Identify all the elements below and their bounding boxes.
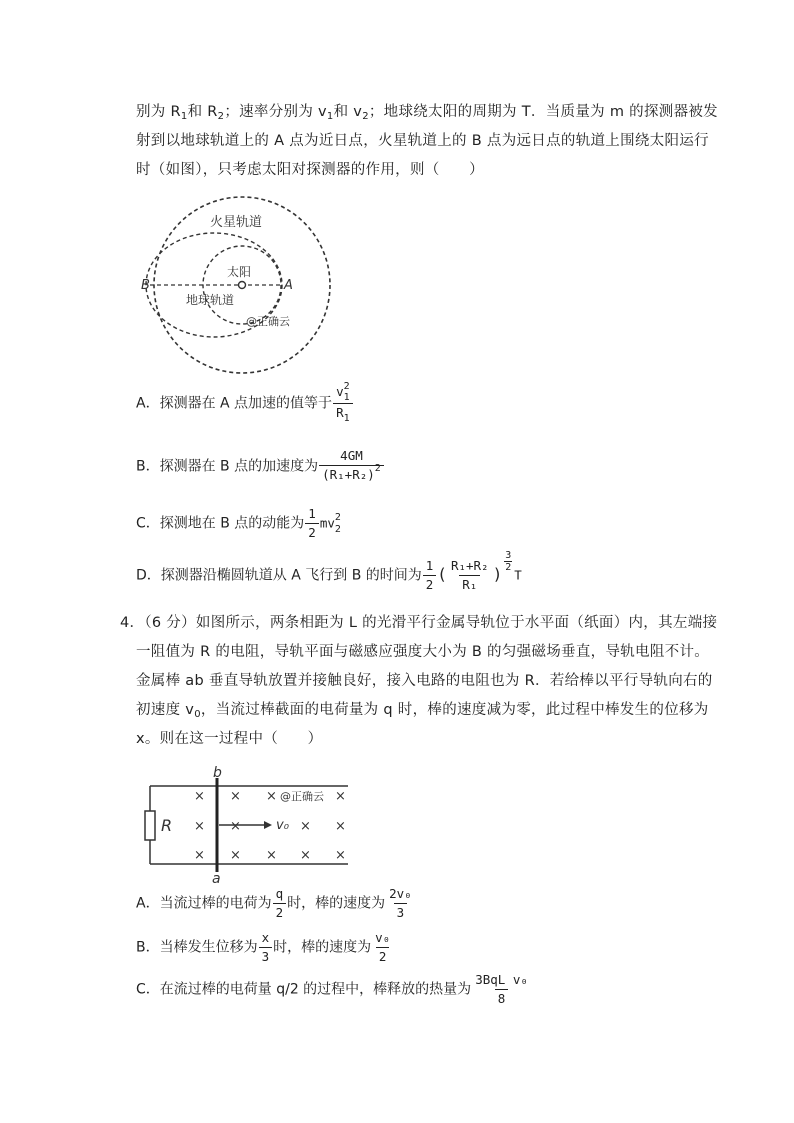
subscript: 2	[362, 111, 369, 122]
frac-den: 2	[305, 523, 319, 541]
cross-mark: ×	[300, 819, 311, 834]
frac-num: 1	[308, 506, 316, 521]
q3-intro-line-2: 射到以地球轨道上的 A 点为近日点，火星轨道上的 B 点为远日点的轨道上围绕太阳运行	[136, 133, 709, 149]
cross-mark: ×	[266, 789, 277, 804]
q3-text: 和 v	[333, 104, 363, 120]
option-text: D．探测器沿椭圆轨道从 A 飞行到 B 的时间为	[136, 567, 422, 584]
point-a-label: A	[284, 278, 293, 293]
q4-option-a	[136, 886, 416, 921]
subscript: 0	[194, 709, 201, 720]
fraction	[333, 381, 353, 424]
fraction	[372, 930, 393, 965]
orbit-diagram	[138, 196, 342, 374]
option-text: 时，棒的速度为	[273, 939, 372, 956]
q3-text: 别为 R	[136, 104, 181, 120]
option-text: C．在流过棒的电荷量 q/2 的过程中，棒释放的热量为	[136, 981, 472, 998]
frac-den: (R₁+R₂)	[322, 467, 375, 482]
velocity-arrowhead	[264, 821, 272, 829]
rail-circuit-diagram	[140, 764, 355, 884]
frac-den: 8	[495, 989, 509, 1007]
cross-mark: ×	[335, 789, 346, 804]
q4-line-1: 4．（6 分）如图所示，两条相距为 L 的光滑平行金属导轨位于水平面（纸面）内，其左端接	[120, 615, 718, 631]
frac-num: 1	[425, 558, 434, 573]
paren: (	[437, 564, 447, 584]
option-text: C．探测地在 B 点的动能为	[136, 515, 305, 532]
cross-mark: ×	[230, 789, 241, 804]
fraction	[319, 448, 384, 485]
q3-intro	[136, 98, 718, 185]
expr: T	[514, 567, 522, 583]
q3-option-c	[136, 506, 341, 541]
cross-mark: ×	[335, 848, 346, 863]
resistor-label: R	[161, 816, 173, 835]
superscript: 2	[343, 381, 350, 392]
exponent-fraction	[504, 550, 512, 573]
cross-mark: ×	[194, 848, 205, 863]
frac-den: 2	[505, 562, 512, 573]
q3-option-d	[136, 550, 522, 593]
q4-line-4	[120, 696, 709, 725]
label-b: b	[213, 765, 222, 781]
frac-num: 2v₀	[389, 886, 412, 901]
frac-den: 2	[376, 947, 390, 965]
option-text: B．探测器在 B 点的加速度为	[136, 458, 319, 475]
velocity-label: v₀	[276, 818, 289, 833]
cross-mark: ×	[194, 789, 205, 804]
q3-text: ；速率分别为 v	[224, 104, 327, 120]
mars-orbit-label: 火星轨道	[210, 215, 263, 230]
cross-mark: ×	[194, 819, 205, 834]
fraction	[305, 506, 319, 541]
q3-text: 和 R	[187, 104, 218, 120]
option-text: 时，棒的速度为	[287, 895, 386, 912]
sun-label: 太阳	[227, 265, 252, 279]
option-text: B．当棒发生位移为	[136, 939, 258, 956]
frac-num: v	[336, 384, 344, 399]
subscript: 1	[343, 392, 350, 403]
paren: )	[492, 564, 503, 584]
frac-den: 3	[259, 947, 273, 965]
fraction	[448, 558, 492, 593]
fraction	[386, 886, 415, 921]
q4-line-3: 金属棒 ab 垂直导轨放置并接触良好，接入电路的电阻也为 R．若给棒以平行导轨向右的	[136, 673, 713, 689]
q4-option-b	[136, 930, 394, 965]
watermark: @正确云	[280, 790, 324, 803]
q3-text: ；地球绕太阳的周期为 T．当质量为 m 的探测器被发	[368, 104, 718, 120]
subscript: 2	[217, 111, 225, 122]
frac-den: 2	[273, 903, 287, 921]
q3-option-a	[136, 381, 354, 424]
frac-num: 3	[505, 550, 512, 561]
label-a: a	[212, 871, 221, 884]
q3-intro-line-3: 时（如图），只考虑太阳对探测器的作用，则（ ）	[136, 162, 484, 178]
q3-intro-line-1	[136, 98, 718, 127]
superscript: 2	[334, 511, 341, 523]
frac-den: R₁	[459, 575, 480, 593]
q4-option-c	[136, 972, 532, 1007]
watermark: @正确云	[246, 315, 290, 328]
fraction	[472, 972, 531, 1007]
cross-mark: ×	[230, 819, 241, 834]
q4-stem	[120, 609, 718, 754]
subscript: 1	[180, 111, 188, 122]
frac-den: 3	[394, 903, 408, 921]
option-text: A．当流过棒的电荷为	[136, 895, 272, 912]
q4-text: ，当流过棒截面的电荷量为 q 时，棒的速度减为零，此过程中棒发生的位移为	[200, 702, 709, 718]
fraction	[259, 930, 273, 965]
resistor	[145, 811, 155, 840]
cross-mark: ×	[335, 819, 346, 834]
subscript: 1	[326, 111, 334, 122]
subscript: 2	[334, 523, 341, 535]
earth-orbit-label: 地球轨道	[186, 293, 235, 307]
frac-num: q	[275, 886, 284, 901]
cross-mark: ×	[230, 848, 241, 863]
q4-line-2: 一阻值为 R 的电阻，导轨平面与磁感应强度大小为 B 的匀强磁场垂直，导轨电阻不计。	[136, 644, 710, 660]
frac-num: v₀	[375, 930, 391, 945]
q4-text: 初速度 v	[136, 702, 195, 718]
fraction	[423, 558, 437, 593]
cross-mark: ×	[300, 848, 311, 863]
expr: mv	[319, 515, 335, 531]
frac-num: x	[261, 930, 270, 945]
q4-line-5: x。则在这一过程中（ ）	[136, 731, 323, 747]
point-b-label: B	[141, 278, 150, 293]
option-text: A．探测器在 A 点加速的值等于	[136, 395, 333, 412]
frac-num: 4GM	[340, 448, 363, 463]
fraction	[273, 886, 287, 921]
sun-dot	[239, 282, 246, 289]
q3-option-b	[136, 448, 385, 485]
frac-den: R	[336, 405, 344, 420]
subscript: 1	[343, 413, 350, 424]
frac-num: 3BqL v₀	[475, 972, 528, 987]
superscript: 2	[374, 463, 381, 474]
frac-den: 2	[423, 575, 437, 593]
cross-mark: ×	[266, 848, 277, 863]
frac-num: R₁+R₂	[450, 558, 489, 573]
